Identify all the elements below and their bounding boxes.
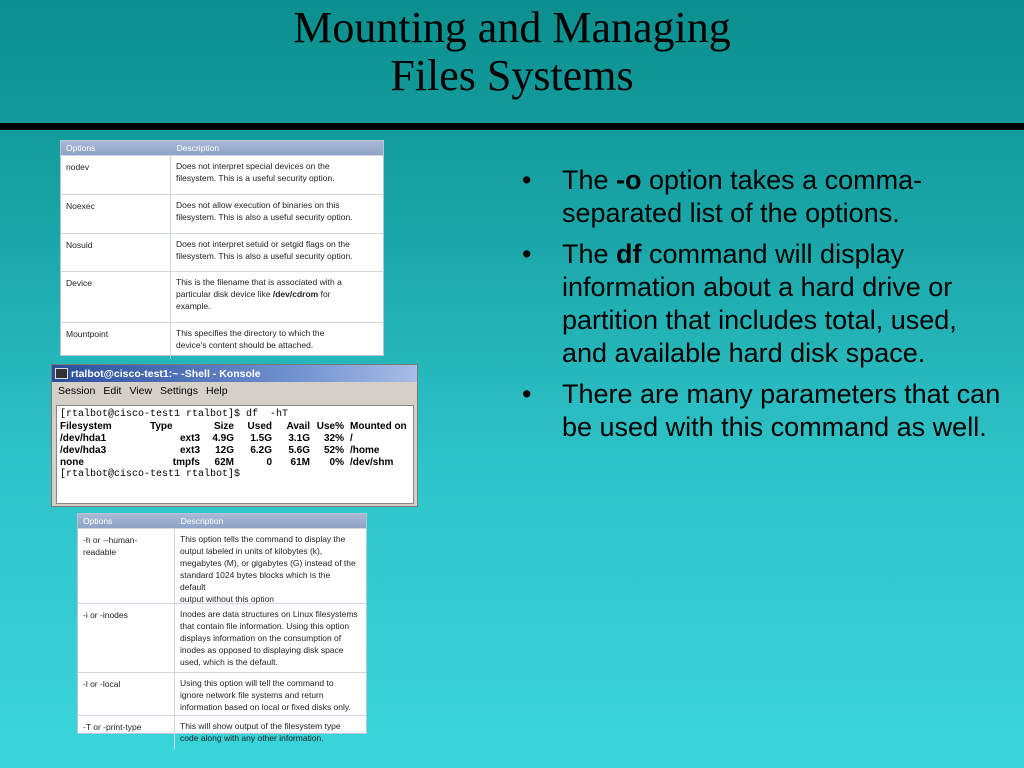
description-line: This will show output of the filesystem type	[180, 721, 341, 731]
description-cell	[174, 673, 366, 715]
description-line: This is the filename that is associated with a	[176, 277, 342, 287]
slide-title	[0, 4, 1024, 100]
table-row	[61, 155, 383, 194]
option-cell: Mountpoint	[66, 329, 109, 339]
description-line: This option tells the command to display the	[180, 534, 346, 544]
option-line: -T or -print-type	[83, 722, 142, 732]
description-line: device's content should be attached.	[176, 340, 314, 350]
slide-title-line2: Files Systems	[390, 51, 634, 100]
bullet-list	[522, 164, 1002, 452]
description-line: used, which is the default.	[180, 657, 278, 667]
col-avail: Avail	[286, 421, 310, 432]
menu-session[interactable]: Session	[58, 384, 96, 397]
option-line: readable	[83, 547, 117, 557]
bullet-text: command will display information about a hard drive or partition that includes total, used, and available hard disk space.	[562, 239, 957, 368]
col-size: Size	[213, 421, 234, 432]
title-divider	[0, 123, 1024, 130]
table-row	[61, 233, 383, 271]
description-text: for	[320, 289, 331, 299]
df-cell: 3.1G	[288, 433, 310, 444]
konsole-titlebar[interactable]	[52, 365, 417, 382]
df-cell: /dev/hda1	[60, 433, 107, 444]
description-line: standard 1024 bytes blocks which is the default	[180, 570, 331, 592]
terminal-output[interactable]	[56, 405, 414, 504]
table-row	[61, 194, 383, 233]
device-path: /dev/cdrom	[272, 289, 319, 299]
option-cell: Noexec	[66, 201, 95, 211]
description-line: displays information on the consumption of	[180, 633, 342, 643]
header-options: Options	[66, 143, 96, 153]
description-cell	[170, 323, 383, 359]
description-line: that contain file information. Using this option	[180, 621, 350, 631]
description-line: filesystem. This is also a useful security option.	[176, 251, 353, 261]
df-row	[60, 445, 413, 457]
option-cell	[78, 673, 174, 715]
bullet-text: There are many parameters that can be used with this command as well.	[562, 379, 1001, 442]
description-line: ignore network file systems and return	[180, 690, 324, 700]
terminal-prompt-line: [rtalbot@cisco-test1 rtalbot]$	[60, 469, 241, 480]
description-line	[176, 288, 375, 300]
df-cell: 0%	[329, 457, 344, 468]
description-line: Using this option will tell the command to	[180, 678, 334, 688]
col-used: Used	[247, 421, 272, 432]
bullet-dot: •	[522, 165, 532, 195]
description-cell	[170, 195, 383, 233]
menu-view[interactable]: View	[129, 384, 153, 397]
col-use-pct: Use%	[316, 421, 344, 432]
bullet-text: The	[562, 239, 617, 269]
df-cell: 4.9G	[212, 433, 234, 444]
description-line: inodes as opposed to displaying disk space	[180, 645, 344, 655]
df-cell: 0	[266, 457, 272, 468]
df-cell: none	[60, 457, 84, 468]
df-cell: /dev/hda3	[60, 445, 107, 456]
bullet-keyword: -o	[616, 165, 642, 195]
option-cell	[78, 529, 174, 603]
description-cell	[170, 272, 383, 322]
df-cell: 6.2G	[250, 445, 272, 456]
header-description: Description	[176, 143, 220, 153]
df-cell: 62M	[214, 457, 234, 468]
table-row	[78, 528, 366, 603]
table-row	[78, 715, 366, 749]
df-cell: tmpfs	[172, 457, 200, 468]
description-line: Does not interpret setuid or setgid flags on the	[176, 239, 350, 249]
header-description: Description	[180, 516, 224, 526]
option-cell: nodev	[66, 162, 90, 172]
description-line: filesystem. This is a useful security option.	[176, 173, 335, 183]
description-cell	[170, 156, 383, 194]
bullet-item	[522, 164, 1002, 230]
description-line: information based on local or fixed disks only.	[180, 702, 351, 712]
df-header-row	[60, 421, 413, 433]
df-cell: 61M	[290, 457, 310, 468]
df-cell: ext3	[179, 445, 200, 456]
description-line: This specifies the directory to which the	[176, 328, 325, 338]
bullet-item	[522, 378, 1002, 444]
df-options-table	[77, 513, 367, 743]
description-line: output labeled in units of kilobytes (k),	[180, 546, 323, 556]
df-row	[60, 433, 413, 445]
menu-edit[interactable]: Edit	[103, 384, 122, 397]
slide-title-line1: Mounting and Managing	[293, 3, 731, 52]
df-cell: /home	[350, 445, 380, 456]
bullet-keyword: df	[616, 239, 642, 269]
table-header	[61, 141, 383, 155]
description-line: Does not allow execution of binaries on this	[176, 200, 340, 210]
option-cell	[78, 716, 174, 749]
description-cell	[174, 529, 366, 603]
col-filesystem: Filesystem	[60, 421, 112, 432]
option-cell: Device	[66, 278, 92, 288]
description-cell	[174, 604, 366, 672]
table-header	[78, 514, 366, 528]
table-row	[61, 271, 383, 322]
bullet-text: The	[562, 165, 617, 195]
konsole-window	[51, 364, 418, 507]
option-line: -i or -inodes	[83, 610, 128, 620]
df-cell: 32%	[323, 433, 344, 444]
description-cell	[174, 716, 366, 749]
df-cell: 5.6G	[288, 445, 310, 456]
description-cell	[170, 234, 383, 271]
bullet-text: option takes a comma-separated list of the options.	[562, 165, 923, 228]
menu-help[interactable]: Help	[205, 384, 228, 397]
mount-options-table	[60, 140, 384, 356]
df-cell: /	[350, 433, 353, 444]
option-cell: Nosuid	[66, 240, 93, 250]
description-line: filesystem. This is also a useful security option.	[176, 212, 353, 222]
header-options: Options	[83, 516, 113, 526]
konsole-title: rtalbot@cisco-test1:~ -Shell - Konsole	[71, 367, 261, 380]
bullet-item	[522, 238, 1002, 370]
bullet-dot: •	[522, 379, 532, 409]
description-text: particular disk device like	[176, 289, 271, 299]
konsole-menubar	[52, 382, 417, 399]
menu-settings[interactable]: Settings	[160, 384, 198, 397]
description-line: megabytes (M), or gigabytes (G) instead of the	[180, 558, 356, 568]
table-row	[61, 322, 383, 359]
terminal-icon	[55, 368, 68, 379]
option-cell	[78, 604, 174, 672]
option-line: -h or --human-	[83, 535, 138, 545]
description-line: Does not interpret special devices on the	[176, 161, 330, 171]
col-mounted-on: Mounted on	[350, 421, 407, 432]
df-cell: 52%	[323, 445, 344, 456]
df-cell: 12G	[215, 445, 234, 456]
description-line: code along with any other information.	[180, 733, 324, 743]
option-line: -l or -local	[83, 679, 121, 689]
table-row	[78, 672, 366, 715]
col-type: Type	[150, 421, 173, 432]
df-cell: /dev/shm	[350, 457, 394, 468]
df-cell: 1.5G	[250, 433, 272, 444]
description-line: output without this option	[180, 594, 275, 604]
description-line: Inodes are data structures on Linux filesystems	[180, 609, 358, 619]
description-line: example.	[176, 301, 211, 311]
terminal-command-line: [rtalbot@cisco-test1 rtalbot]$ df -hT	[60, 409, 289, 420]
df-cell: ext3	[179, 433, 200, 444]
df-row	[60, 457, 413, 469]
table-row	[78, 603, 366, 672]
bullet-dot: •	[522, 239, 532, 269]
